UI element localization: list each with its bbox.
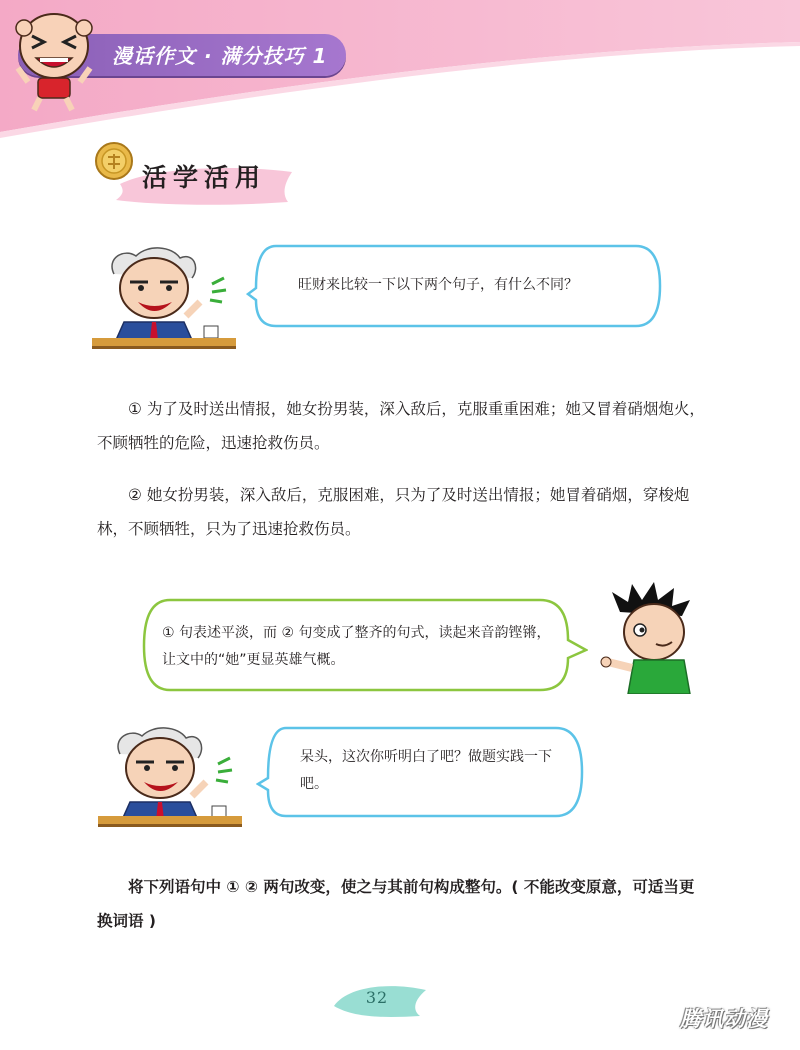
teacher-followup-bubble	[256, 724, 586, 820]
desk	[92, 338, 236, 349]
exercise-instruction: 将下列语句中 ① ② 两句改变，使之与其前句构成整句。( 不能改变原意，可适当更换词语 )	[97, 878, 695, 930]
student-speech-bubble	[140, 596, 588, 694]
desk-2	[98, 816, 242, 827]
teacher-speech-bubble	[246, 240, 666, 332]
teacher-followup-text: 呆头，这次你听明白了吧？做题实践一下吧。	[300, 749, 552, 792]
watermark: 腾讯动漫	[680, 1007, 768, 1031]
teacher-question-text: 旺财来比较一下以下两个句子，有什么不同？	[298, 277, 578, 293]
section-title: 活学活用	[142, 163, 267, 192]
mascot-boy-icon	[6, 6, 106, 114]
sentence-one: ① 为了及时送出情报，她女扮男装，深入敌后，克服重重困难；她又冒着硝烟炮火，不顾牺牲的危险，迅速抢救伤员。	[97, 400, 705, 452]
sentence-two: ② 她女扮男装，深入敌后，克服困难，只为了及时送出情报；她冒着硝烟，穿梭炮林，不顾牺牲，只为了迅速抢救伤员。	[97, 486, 690, 538]
student-character	[598, 582, 706, 694]
student-answer-text: ① 句表述平淡，而 ② 句变成了整齐的句式，读起来音韵铿锵，让文中的“她”更显英雄气概。	[162, 625, 551, 668]
page-number: 32	[365, 988, 389, 1007]
series-title: 漫话作文 · 满分技巧 1	[112, 44, 328, 68]
